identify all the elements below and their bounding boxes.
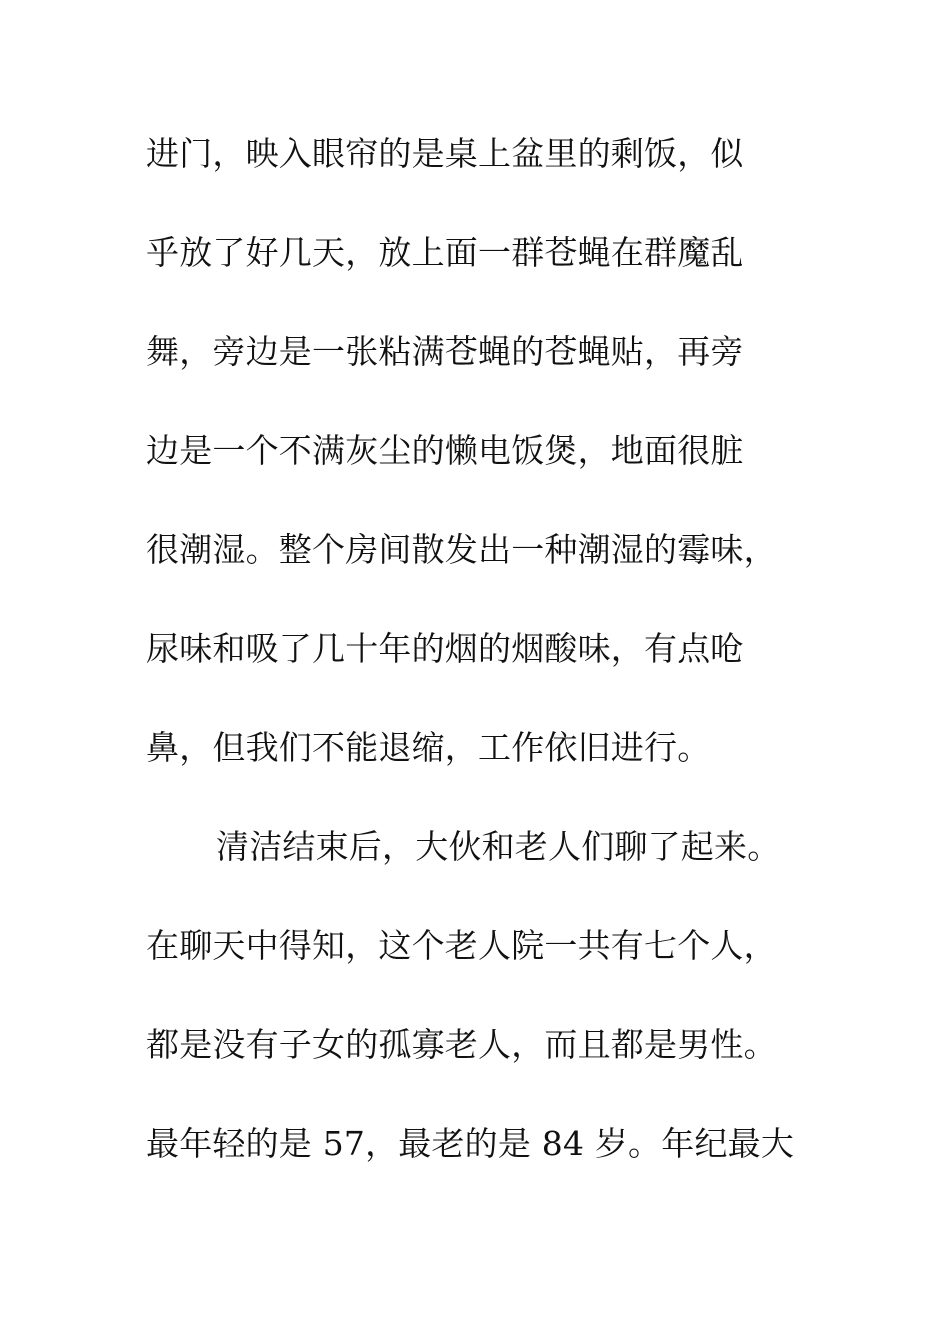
- paragraph-line: 都是没有子女的孤寡老人，而且都是男性。: [146, 1025, 777, 1064]
- paragraph-line: 很潮湿。整个房间散发出一种潮湿的霉味，: [146, 530, 777, 569]
- paragraph-line: 舞，旁边是一张粘满苍蝇的苍蝇贴，再旁: [146, 332, 744, 371]
- paragraph-line: 鼻，但我们不能退缩，工作依旧进行。: [146, 728, 711, 767]
- paragraph-line: 最年轻的是 57，最老的是 84 岁。年纪最大: [146, 1124, 795, 1163]
- paragraph-line: 边是一个不满灰尘的懒电饭煲，地面很脏: [146, 431, 744, 470]
- paragraph-line: 在聊天中得知，这个老人院一共有七个人，: [146, 926, 777, 965]
- paragraph-line: 进门，映入眼帘的是桌上盆里的剩饭，似: [146, 134, 744, 173]
- paragraph-line: 乎放了好几天，放上面一群苍蝇在群魔乱: [146, 233, 744, 272]
- paragraph-line: 尿味和吸了几十年的烟的烟酸味，有点呛: [146, 629, 744, 668]
- paragraph-first-line: 清洁结束后，大伙和老人们聊了起来。: [216, 827, 781, 866]
